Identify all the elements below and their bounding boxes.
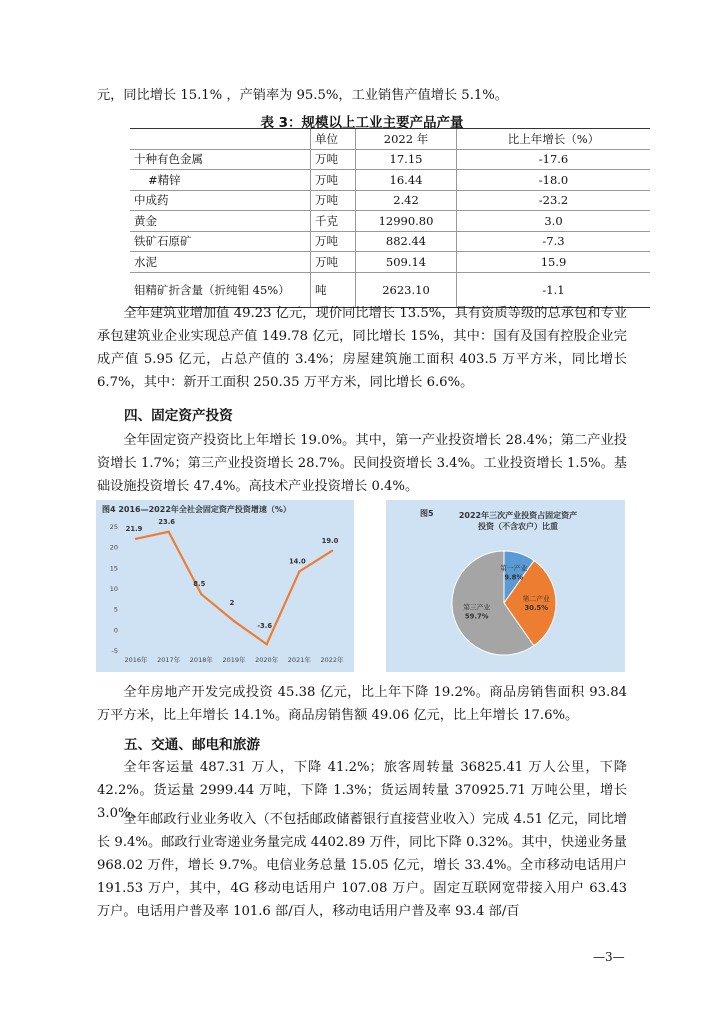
- data-point: [135, 538, 137, 540]
- product-name: #精锌: [130, 170, 311, 191]
- table-row: [130, 211, 650, 232]
- slice-percent: 30.5%: [524, 604, 549, 613]
- slice-name: 第三产业: [463, 603, 491, 612]
- slice-percent: 9.8%: [504, 573, 524, 582]
- product-table: [130, 128, 650, 308]
- product-unit: 万吨: [311, 190, 356, 211]
- data-label: 14.0: [288, 557, 306, 566]
- product-name: 十种有色金属: [130, 149, 311, 170]
- product-unit: 千克: [311, 211, 356, 232]
- y-tick-label: 15: [109, 564, 118, 573]
- product-value: 509.14: [356, 252, 457, 273]
- data-point: [233, 620, 235, 622]
- data-point: [298, 570, 300, 572]
- product-name: 钼精矿折含量（折纯钼 45%）: [130, 272, 311, 307]
- section-heading-investment: 四、固定资产投资: [124, 408, 233, 424]
- x-tick-label: 2016年: [124, 656, 148, 664]
- y-tick-label: 25: [109, 523, 118, 531]
- y-tick-label: 10: [109, 585, 118, 593]
- slice-percent: 59.7%: [464, 612, 489, 621]
- chart-title-line-2: 投资（不含农户）比重: [478, 522, 558, 531]
- pie-chart-svg: [386, 500, 625, 672]
- product-growth: -17.6: [457, 149, 651, 170]
- slice-name: 第一产业: [500, 564, 528, 573]
- x-tick-label: 2018年: [189, 656, 213, 664]
- product-value: 16.44: [356, 170, 457, 191]
- product-value: 2623.10: [356, 272, 457, 307]
- page-number: —3—: [593, 950, 625, 964]
- data-label: 23.6: [158, 517, 176, 526]
- table-row: [130, 252, 650, 273]
- product-name: 水泥: [130, 252, 311, 273]
- product-unit: 万吨: [311, 170, 356, 191]
- x-tick-label: 2019年: [222, 656, 246, 664]
- table-row: [130, 231, 650, 252]
- product-value: 882.44: [356, 231, 457, 252]
- product-unit: 吨: [311, 272, 356, 307]
- chart-title-label: 图5: [420, 509, 434, 518]
- data-label: 8.5: [193, 580, 206, 589]
- table-row: [130, 149, 650, 170]
- construction-paragraph: 全年建筑业增加值 49.23 亿元，现价同比增长 13.5%，具有资质等级的总承包和专业承包建筑业企业实现总产值 149.78 亿元，同比增长 15%，其中：国有及国有控股企业完成产值 5.95 亿元，占总产值的 3.4%；房屋建筑施工面积 403.5 万平方米，同比增长 6.7%，其中：新开工面积 250.35 万平方米，同比增长 6.6%。: [97, 306, 627, 390]
- x-tick-label: 2021年: [287, 656, 311, 664]
- product-growth: 3.0: [457, 211, 651, 232]
- product-unit: 万吨: [311, 252, 356, 273]
- data-label: 19.0: [321, 536, 339, 545]
- transport-paragraph: 全年客运量 487.31 万人，下降 41.2%；旅客周转量 36825.41 万人公里，下降 42.2%。货运量 2999.44 万吨，下降 1.3%；货运周转量 370925.71 万吨公里，增长 3.0%。: [97, 760, 627, 821]
- product-growth: -23.2: [457, 190, 651, 211]
- table-caption: 表 3：规模以上工业主要产品产量: [260, 115, 464, 131]
- x-tick-label: 2017年: [157, 656, 181, 664]
- x-tick-label: 2022年: [320, 656, 344, 664]
- data-label: 2: [229, 599, 235, 608]
- header-cell: 单位: [311, 129, 356, 150]
- y-tick-label: 20: [109, 543, 118, 552]
- product-name: 铁矿石原矿: [130, 231, 311, 252]
- product-growth: -7.3: [457, 231, 651, 252]
- product-growth: -18.0: [457, 170, 651, 191]
- postal-paragraph: 全年邮政行业业务收入（不包括邮政储蓄银行直接营业收入）完成 4.51 亿元，同比增长 9.4%。邮政行业寄递业务量完成 4402.89 万件，同比下降 0.32%。其中，快递业务量 968.02 万件，增长 9.7%。电信业务总量 15.05 亿元，增长 33.4%。全市移动电话用户 191.53 万户，其中，4G 移动电话用户 107.08 万户。固定互联网宽带接入用户 63.43 万户。电话用户普及率 101.6 部/百人，移动电话用户普及率 93.4 部/百: [97, 812, 627, 919]
- product-unit: 万吨: [311, 149, 356, 170]
- y-tick-label: 0: [113, 626, 118, 635]
- intro-line: 元，同比增长 15.1% ，产销率为 95.5%，工业销售产值增长 5.1%。: [97, 88, 508, 103]
- table-row: [130, 170, 650, 191]
- header-cell: [130, 129, 311, 150]
- realestate-paragraph: 全年房地产开发完成投资 45.38 亿元，比上年下降 19.2%。商品房销售面积 93.84 万平方米，比上年增长 14.1%。商品房销售额 49.06 亿元，比上年增长 17.6%。: [97, 685, 627, 723]
- data-point: [167, 531, 169, 533]
- y-tick-label: -5: [111, 647, 118, 655]
- table-row: [130, 190, 650, 211]
- product-value: 17.15: [356, 149, 457, 170]
- investment-paragraph: 全年固定资产投资比上年增长 19.0%。其中，第一产业投资增长 28.4%；第二产业投资增长 1.7%；第三产业投资增长 28.7%。民间投资增长 3.4%。工业投资增长 1.5%。基础设施投资增长 47.4%。高技术产业投资增长 0.4%。: [97, 433, 627, 494]
- section-heading-transport: 五、交通、邮电和旅游: [124, 737, 260, 753]
- slice-name: 第二产业: [522, 595, 550, 604]
- product-name: 中成药: [130, 190, 311, 211]
- data-point: [200, 593, 202, 595]
- product-unit: 万吨: [311, 231, 356, 252]
- chart-title-line-1: 2022年三次产业投资占固定资产: [458, 511, 578, 520]
- y-tick-label: 5: [113, 605, 118, 614]
- chart-title: 图4 2016—2022年全社会固定资产投资增速（%）: [102, 505, 291, 514]
- product-value: 12990.80: [356, 211, 457, 232]
- table-header-row: [130, 129, 650, 150]
- industry-share-pie-chart: [386, 500, 625, 672]
- data-point: [265, 643, 267, 645]
- x-tick-label: 2020年: [255, 656, 279, 664]
- product-name: 黄金: [130, 211, 311, 232]
- product-growth: -1.1: [457, 272, 651, 307]
- product-value: 2.42: [356, 190, 457, 211]
- series-line: [136, 532, 332, 644]
- header-cell: 比上年增长（%）: [457, 129, 651, 150]
- line-chart-svg: [96, 500, 354, 672]
- investment-growth-line-chart: [96, 500, 354, 672]
- data-label: -3.6: [257, 622, 273, 631]
- product-growth: 15.9: [457, 252, 651, 273]
- header-cell: 2022 年: [356, 129, 457, 150]
- data-point: [331, 550, 333, 552]
- data-label: 21.9: [125, 524, 143, 533]
